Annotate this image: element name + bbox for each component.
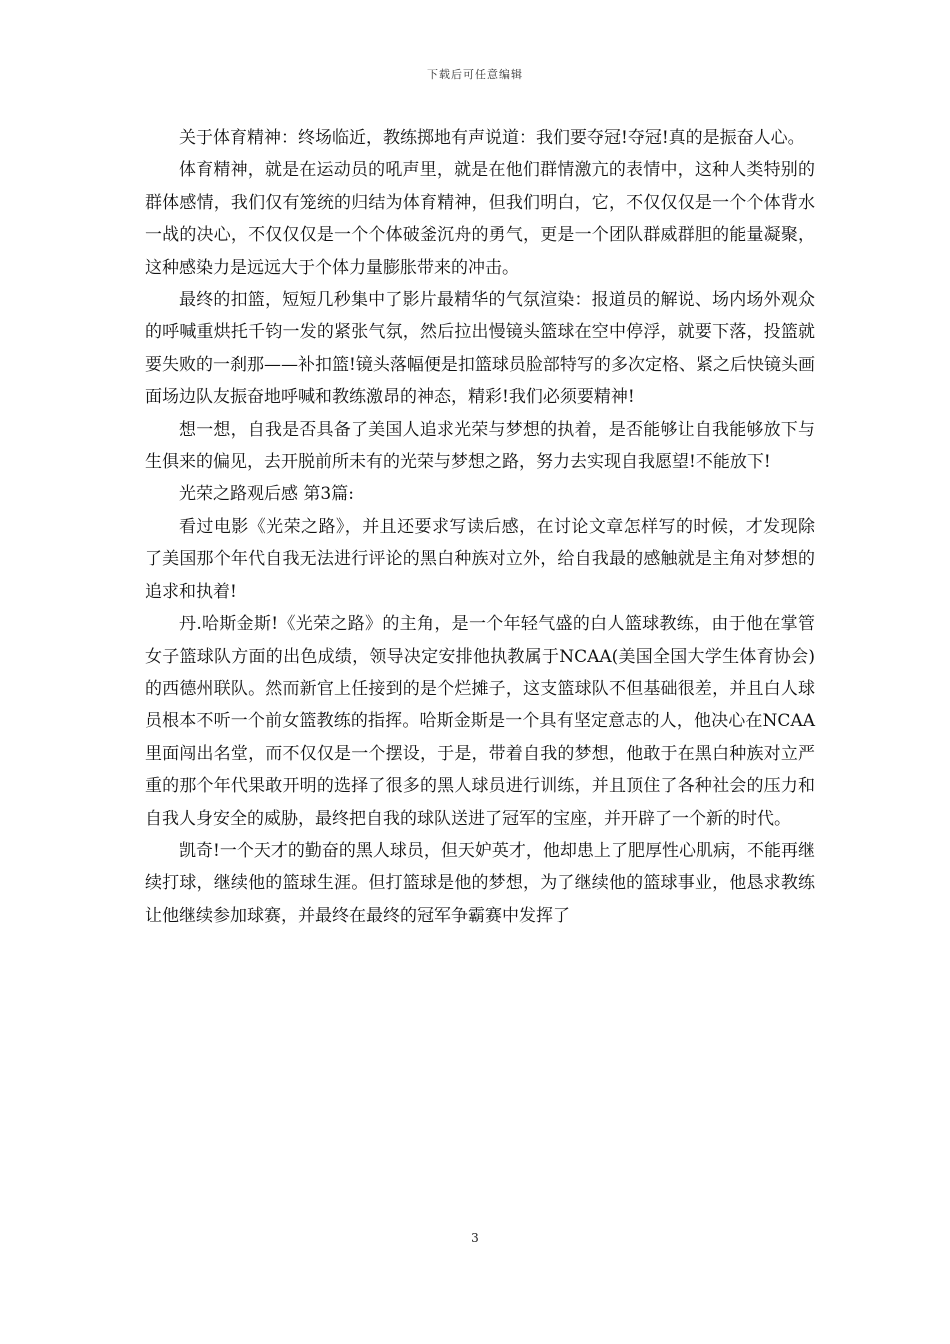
section-heading: 光荣之路观后感 第3篇: (179, 484, 354, 505)
paragraph-kaiqi: 凯奇!一个天才的勤奋的黑人球员，但天妒英才，他却患上了肥厚性心肌病，不能再继续打球，继续他的篮球生涯。但打篮球是他的梦想，为了继续他的篮球事业，他恳求教练让他继续参加球赛，并最终在最终的冠军争霸赛中发挥了 (145, 840, 815, 926)
document-body (145, 122, 815, 932)
paragraph-sportsmanship-quote: 关于体育精神：终场临近，教练掷地有声说道：我们要夺冠!夺冠!真的是振奋人心。 (179, 128, 805, 148)
paragraph-reflection: 想一想，自我是否具备了美国人追求光荣与梦想的执着，是否能够让自我能够放下与生俱来的偏见，去开脱前所未有的光荣与梦想之路，努力去实现自我愿望!不能放下! (145, 419, 815, 473)
paragraph-final-dunk: 最终的扣篮，短短几秒集中了影片最精华的气氛渲染：报道员的解说、场内场外观众的呼喊重烘托千钧一发的紧张气氛，然后拉出慢镜头篮球在空中停浮，就要下落，投篮就要失败的一刹那——补扣篮!镜头落幅便是扣篮球员脸部特写的多次定格、紧之后快镜头画面场边队友振奋地呼喊和教练激昂的神态，精彩!我们必须要精神! (145, 290, 815, 408)
paragraph-sports-spirit: 体育精神，就是在运动员的吼声里，就是在他们群情激亢的表情中，这种人类特别的群体感情，我们仅有笼统的归结为体育精神，但我们明白，它，不仅仅仅是一个个体背水一战的决心，不仅仅仅是一个个体破釜沉舟的勇气，更是一个团队群威群胆的能量凝聚，这种感染力是远远大于个体力量膨胀带来的冲击。 (145, 160, 815, 278)
paragraph-intro: 看过电影《光荣之路》，并且还要求写读后感，在讨论文章怎样写的时候，才发现除了美国那个年代自我无法进行评论的黑白种族对立外，给自我最的感触就是主角对梦想的追求和执着! (145, 516, 815, 602)
page-header: 下载后可任意编辑 (427, 68, 523, 81)
page-number: 3 (471, 1231, 479, 1245)
paragraph-haskins: 丹.哈斯金斯!《光荣之路》的主角，是一个年轻气盛的白人篮球教练，由于他在掌管女子篮球队方面的出色成绩，领导决定安排他执教属于NCAA(美国全国大学生体育协会)的西德州联队。然而新官上任接到的是个烂摊子，这支篮球队不但基础很差，并且白人球员根本不听一个前女篮教练的指挥。哈斯金斯是一个具有坚定意志的人，他决心在NCAA里面闯出名堂，而不仅仅是一个摆设，于是，带着自我的梦想，他敢于在黑白种族对立严重的那个年代果敢开明的选择了很多的黑人球员进行训练，并且顶住了各种社会的压力和自我人身安全的威胁，最终把自我的球队送进了冠军的宝座，并开辟了一个新的时代。 (145, 614, 815, 829)
